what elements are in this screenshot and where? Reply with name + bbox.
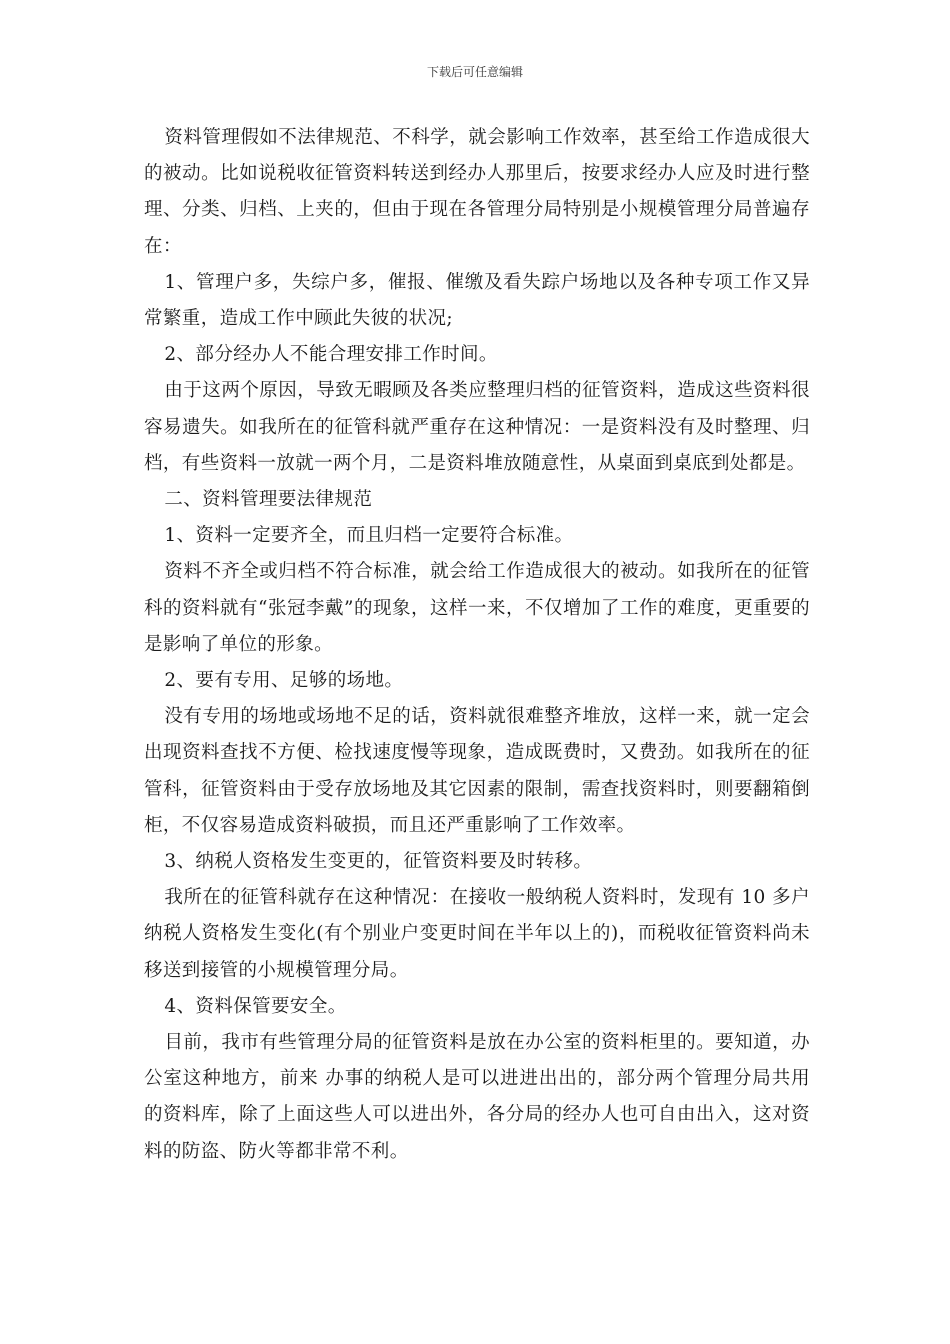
header-note: 下载后可任意编辑 xyxy=(426,65,523,79)
document-body xyxy=(144,120,810,1170)
paragraph-item-1: 1、管理户多，失综户多，催报、催缴及看失踪户场地以及各种专项工作又异常繁重，造成工作中顾此失彼的状况; xyxy=(144,271,810,330)
subheading-transfer: 3、纳税人资格发生变更的，征管资料要及时转移。 xyxy=(164,851,593,873)
section-heading-2: 二、资料管理要法律规范 xyxy=(164,489,373,511)
paragraph-completeness: 资料不齐全或归档不符合标准，就会给工作造成很大的被动。如我所在的征管科的资料就有“张冠李戴”的现象，这样一来，不仅增加了工作的难度，更重要的是影响了单位的形象。 xyxy=(144,561,810,655)
paragraph-intro: 资料管理假如不法律规范、不科学，就会影响工作效率，甚至给工作造成很大的被动。比如说税收征管资料转送到经办人那里后，按要求经办人应及时进行整理、分类、归档、上夹的，但由于现在各管理分局特别是小规模管理分局普遍存在： xyxy=(144,127,810,257)
paragraph-security: 目前，我市有些管理分局的征管资料是放在办公室的资料柜里的。要知道，办公室这种地方，前来 办事的纳税人是可以进进出出的，部分两个管理分局共用的资料库，除了上面这些人可以进出外，各分局的经办人也可自由出入，这对资料的防盗、防火等都非常不利。 xyxy=(144,1032,810,1162)
subheading-completeness: 1、资料一定要齐全，而且归档一定要符合标准。 xyxy=(164,525,574,547)
subheading-storage-space: 2、要有专用、足够的场地。 xyxy=(164,670,404,692)
paragraph-consequence: 由于这两个原因，导致无暇顾及各类应整理归档的征管资料，造成这些资料很容易遗失。如我所在的征管科就严重存在这种情况：一是资料没有及时整理、归档，有些资料一放就一两个月，二是资料堆放随意性，从桌面到桌底到处都是。 xyxy=(144,380,810,474)
paragraph-storage-space: 没有专用的场地或场地不足的话，资料就很难整齐堆放，这样一来，就一定会出现资料查找不方便、检找速度慢等现象，造成既费时，又费劲。如我所在的征管科，征管资料由于受存放场地及其它因素的限制，需查找资料时，则要翻箱倒柜，不仅容易造成资料破损，而且还严重影响了工作效率。 xyxy=(144,706,810,836)
paragraph-transfer: 我所在的征管科就存在这种情况：在接收一般纳税人资料时，发现有 10 多户纳税人资格发生变化(有个别业户变更时间在半年以上的)，而税收征管资料尚未移送到接管的小规模管理分局。 xyxy=(144,887,810,981)
subheading-security: 4、资料保管要安全。 xyxy=(164,995,347,1017)
paragraph-item-2: 2、部分经办人不能合理安排工作时间。 xyxy=(164,344,498,366)
